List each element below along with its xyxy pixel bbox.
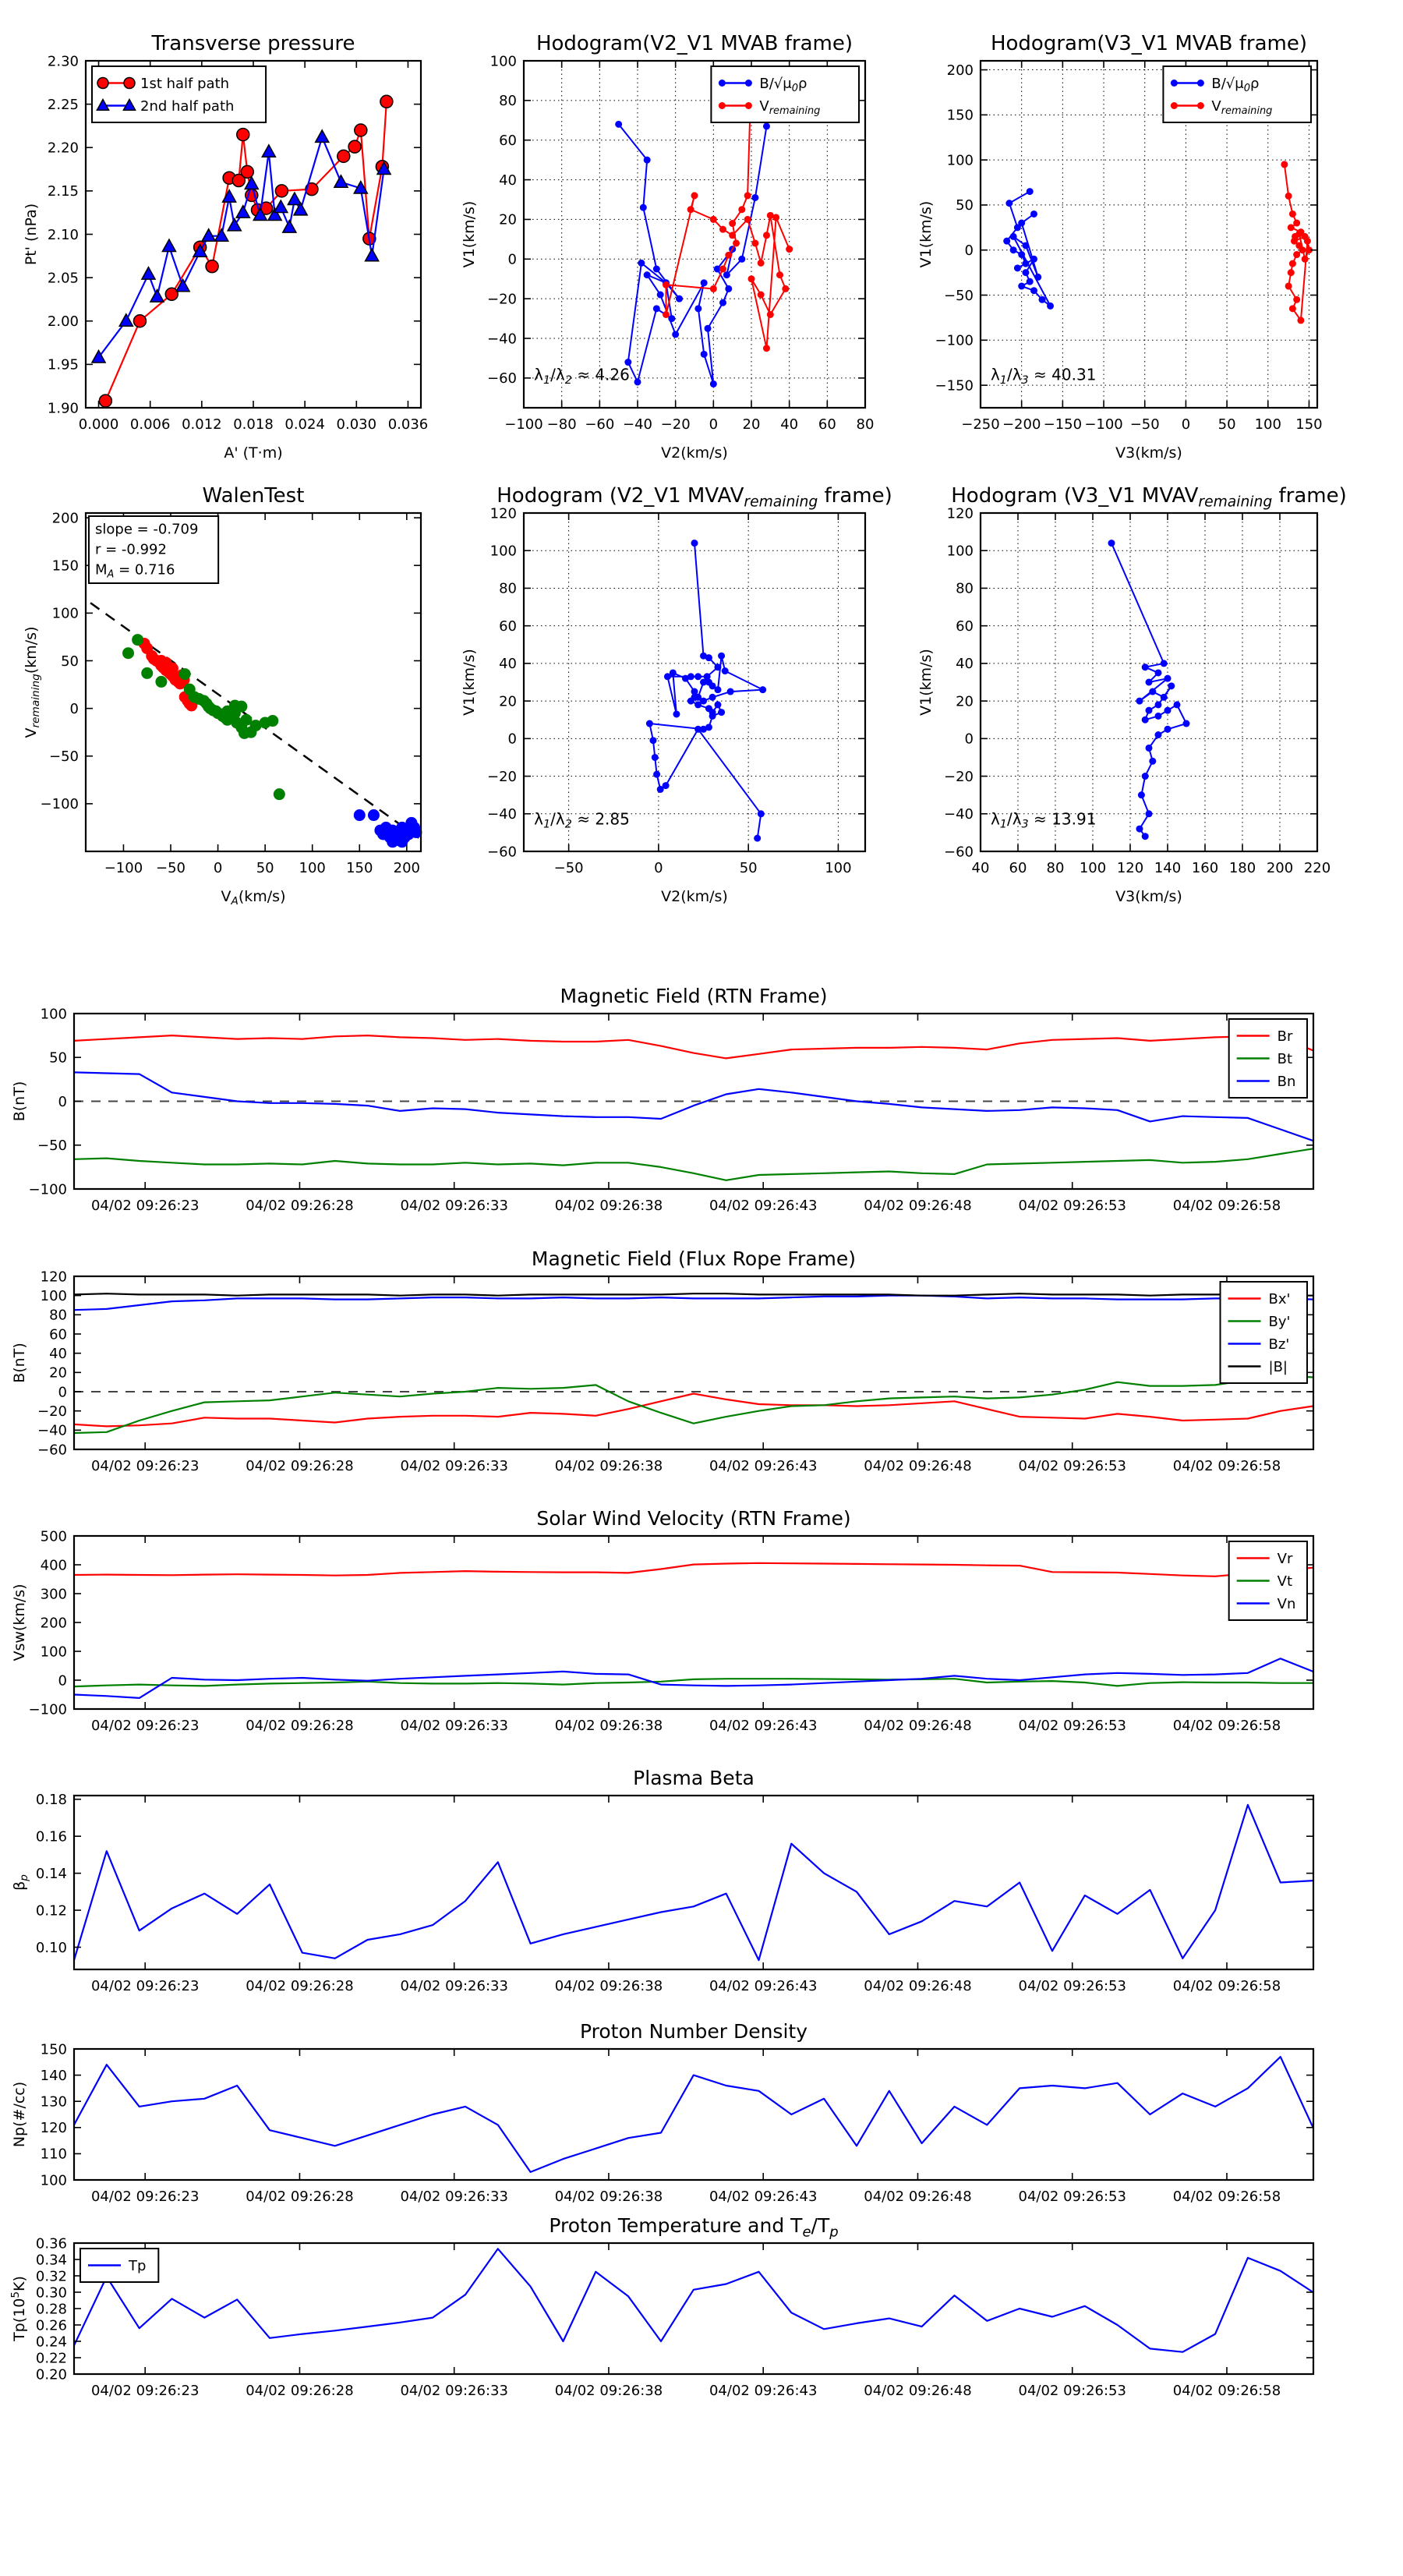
svg-text:80: 80 — [49, 1307, 67, 1324]
magnetic-field-flux-rope-title: Magnetic Field (Flux Rope Frame) — [531, 1247, 857, 1270]
svg-text:80: 80 — [499, 93, 517, 110]
svg-text:20: 20 — [742, 416, 761, 433]
svg-text:−50: −50 — [1129, 416, 1160, 433]
svg-text:300: 300 — [40, 1586, 67, 1603]
svg-text:04/02 09:26:38: 04/02 09:26:38 — [554, 1198, 663, 1214]
svg-text:200: 200 — [946, 62, 974, 79]
svg-text:80: 80 — [499, 580, 517, 597]
hodogram-v3v1-mvab-title: Hodogram(V3_V1 MVAB frame) — [990, 32, 1308, 55]
svg-text:0.12: 0.12 — [35, 1902, 67, 1920]
svg-text:04/02 09:26:38: 04/02 09:26:38 — [554, 1718, 663, 1734]
svg-text:2.10: 2.10 — [47, 226, 79, 243]
svg-text:04/02 09:26:38: 04/02 09:26:38 — [554, 1458, 663, 1474]
solar-wind-velocity-title: Solar Wind Velocity (RTN Frame) — [536, 1507, 851, 1530]
svg-text:Vn: Vn — [1277, 1595, 1296, 1612]
svg-text:150: 150 — [1295, 416, 1323, 433]
svg-text:100: 100 — [40, 2172, 67, 2189]
svg-text:04/02 09:26:48: 04/02 09:26:48 — [864, 2189, 972, 2205]
svg-text:−100: −100 — [504, 416, 543, 433]
svg-text:04/02 09:26:28: 04/02 09:26:28 — [246, 2189, 354, 2205]
svg-text:−80: −80 — [546, 416, 577, 433]
svg-text:04/02 09:26:53: 04/02 09:26:53 — [1018, 1198, 1126, 1214]
svg-text:04/02 09:26:28: 04/02 09:26:28 — [246, 1978, 354, 1994]
svg-text:40: 40 — [971, 860, 990, 876]
svg-text:Bt: Bt — [1277, 1050, 1293, 1067]
svg-text:MA = 0.716: $M_A = 0.716$ — [95, 561, 175, 581]
svg-text:120: 120 — [946, 505, 974, 522]
svg-text:0.32: 0.32 — [35, 2268, 67, 2285]
svg-text:B/√μ0ρ: $B/√\mu_0\rho$ — [759, 75, 808, 94]
svg-text:04/02 09:26:58: 04/02 09:26:58 — [1172, 2189, 1281, 2205]
svg-text:40: 40 — [499, 172, 517, 189]
svg-text:0.16: 0.16 — [35, 1828, 67, 1845]
svg-text:−100: −100 — [1084, 416, 1123, 433]
svg-text:04/02 09:26:33: 04/02 09:26:33 — [400, 1718, 508, 1734]
magnetic-field-rtn-ylabel: B(nT) — [11, 1081, 28, 1122]
hodogram-v3v1-mvab-legend — [1163, 66, 1311, 122]
svg-text:Br: Br — [1277, 1028, 1293, 1045]
svg-text:04/02 09:26:23: 04/02 09:26:23 — [90, 2383, 200, 2399]
svg-text:100: 100 — [1254, 416, 1281, 433]
svg-text:2.30: 2.30 — [47, 53, 79, 70]
svg-text:−100: −100 — [104, 860, 143, 876]
svg-text:200: 200 — [51, 510, 79, 527]
svg-text:40: 40 — [780, 416, 799, 433]
svg-text:−40: −40 — [487, 331, 517, 348]
svg-text:0: 0 — [58, 1384, 67, 1401]
svg-text:60: 60 — [499, 133, 517, 150]
svg-text:0.030: 0.030 — [336, 416, 377, 433]
svg-text:2.20: 2.20 — [47, 140, 79, 157]
svg-text:120: 120 — [40, 2120, 67, 2137]
transverse-pressure-ylabel: Pt' (nPa) — [23, 203, 40, 266]
svg-text:04/02 09:26:53: 04/02 09:26:53 — [1018, 1458, 1126, 1474]
svg-text:0.006: 0.006 — [129, 416, 171, 433]
svg-text:04/02 09:26:28: 04/02 09:26:28 — [246, 1718, 354, 1734]
svg-text:50: 50 — [256, 860, 274, 876]
walen-test-title: WalenTest — [202, 484, 305, 508]
svg-text:110: 110 — [40, 2146, 67, 2163]
svg-text:20: 20 — [499, 693, 517, 710]
svg-text:500: 500 — [40, 1528, 67, 1545]
hodogram-v2v1-mvab-ylabel: V1(km/s) — [461, 200, 478, 268]
svg-text:20: 20 — [956, 693, 974, 710]
svg-text:04/02 09:26:23: 04/02 09:26:23 — [90, 1978, 200, 1994]
svg-text:0.34: 0.34 — [35, 2252, 67, 2269]
hodogram-v2v1-mvav-annotation: $\lambda_1/\lambda_2 \approx 2.85$ — [534, 809, 630, 831]
svg-text:20: 20 — [499, 211, 517, 228]
svg-text:2nd half path: 2nd half path — [140, 97, 235, 115]
proton-number-density-ylabel: Np(#/cc) — [11, 2081, 28, 2148]
svg-text:2.15: 2.15 — [47, 183, 79, 200]
svg-text:0.36: 0.36 — [35, 2235, 67, 2252]
svg-text:200: 200 — [40, 1615, 67, 1632]
svg-text:−20: −20 — [487, 291, 517, 308]
svg-text:0: 0 — [58, 1672, 67, 1690]
plasma-beta-title: Plasma Beta — [633, 1767, 755, 1789]
svg-text:0.012: 0.012 — [182, 416, 222, 433]
svg-text:60: 60 — [1009, 860, 1027, 876]
svg-text:−20: −20 — [660, 416, 691, 433]
svg-text:04/02 09:26:33: 04/02 09:26:33 — [400, 2383, 508, 2399]
svg-text:200: 200 — [1266, 860, 1294, 876]
svg-text:04/02 09:26:33: 04/02 09:26:33 — [400, 1458, 508, 1474]
svg-text:slope = -0.709: slope = -0.709 — [95, 521, 199, 538]
hodogram-v3v1-mvav-ylabel: V1(km/s) — [917, 649, 935, 716]
svg-text:100: 100 — [40, 1006, 67, 1023]
svg-text:−100: −100 — [935, 332, 974, 349]
svg-text:−150: −150 — [1043, 416, 1083, 433]
svg-text:04/02 09:26:58: 04/02 09:26:58 — [1172, 1458, 1281, 1474]
hodogram-v2v1-mvav-xlabel: V2(km/s) — [661, 888, 728, 905]
svg-text:100: 100 — [40, 1644, 67, 1661]
svg-text:−250: −250 — [961, 416, 1000, 433]
svg-text:04/02 09:26:33: 04/02 09:26:33 — [400, 2189, 508, 2205]
svg-text:04/02 09:26:48: 04/02 09:26:48 — [864, 1198, 972, 1214]
hodogram-v2v1-mvab-xlabel: V2(km/s) — [661, 444, 728, 462]
svg-text:−60: −60 — [944, 844, 974, 861]
svg-text:50: 50 — [61, 653, 79, 670]
transverse-pressure-legend — [92, 66, 266, 122]
svg-text:50: 50 — [739, 860, 758, 876]
svg-text:04/02 09:26:28: 04/02 09:26:28 — [246, 2383, 354, 2399]
svg-text:Vremaining: $V_{remaining}$ — [1211, 97, 1273, 117]
svg-text:0.000: 0.000 — [78, 416, 119, 433]
svg-text:−50: −50 — [49, 748, 79, 766]
svg-text:Bn: Bn — [1277, 1073, 1296, 1090]
hodogram-v3v1-mvab-xlabel: V3(km/s) — [1115, 444, 1182, 462]
svg-text:04/02 09:26:48: 04/02 09:26:48 — [864, 1718, 972, 1734]
svg-text:0.28: 0.28 — [35, 2301, 67, 2318]
hodogram-v2v1-mvab-annotation: $\lambda_1/\lambda_2 \approx 4.26$ — [534, 365, 630, 387]
walen-test-ylabel: $V_{remaining}(km/s)$ — [23, 626, 43, 738]
svg-text:04/02 09:26:23: 04/02 09:26:23 — [90, 2189, 200, 2205]
hodogram-v3v1-mvab-ylabel: V1(km/s) — [917, 200, 935, 268]
svg-text:0: 0 — [507, 731, 517, 748]
svg-text:0.036: 0.036 — [387, 416, 429, 433]
svg-text:0.30: 0.30 — [35, 2284, 67, 2302]
svg-text:100: 100 — [825, 860, 852, 876]
svg-text:−40: −40 — [623, 416, 652, 433]
svg-text:120: 120 — [1116, 860, 1144, 876]
magnetic-field-rtn-legend — [1229, 1019, 1307, 1098]
svg-text:−60: −60 — [585, 416, 615, 433]
hodogram-v2v1-mvav-title: Hodogram (V2_V1 $MVAV_{remaining}$ frame) — [497, 484, 892, 511]
hodogram-v2v1-mvab-title: Hodogram(V2_V1 MVAB frame) — [535, 32, 853, 55]
svg-text:−60: −60 — [487, 844, 517, 861]
svg-text:100: 100 — [299, 860, 326, 876]
svg-text:0: 0 — [709, 416, 719, 433]
proton-temperature-title: Proton Temperature and $T_e/T_p$ — [549, 2214, 839, 2241]
svg-text:150: 150 — [346, 860, 373, 876]
svg-text:2.00: 2.00 — [47, 313, 79, 331]
svg-text:|B|: |B| — [1268, 1358, 1288, 1375]
svg-text:50: 50 — [956, 197, 974, 214]
svg-text:0.10: 0.10 — [35, 1939, 67, 1956]
svg-text:04/02 09:26:43: 04/02 09:26:43 — [709, 1198, 818, 1214]
proton-temperature-legend — [80, 2249, 158, 2282]
svg-text:60: 60 — [818, 416, 836, 433]
svg-text:−100: −100 — [28, 1701, 67, 1718]
svg-text:0.20: 0.20 — [35, 2366, 67, 2383]
svg-text:0: 0 — [964, 731, 974, 748]
svg-text:−150: −150 — [935, 377, 974, 395]
svg-text:−40: −40 — [37, 1422, 67, 1439]
svg-text:0: 0 — [507, 251, 517, 268]
svg-text:Vt: Vt — [1277, 1573, 1293, 1590]
plasma-beta-ylabel: $\beta_p$ — [11, 1874, 31, 1891]
svg-text:0: 0 — [69, 700, 79, 717]
hodogram-v2v1-mvav-ylabel: V1(km/s) — [461, 649, 478, 716]
svg-text:−20: −20 — [37, 1403, 67, 1420]
svg-text:04/02 09:26:38: 04/02 09:26:38 — [554, 1978, 663, 1994]
svg-text:04/02 09:26:58: 04/02 09:26:58 — [1172, 1718, 1281, 1734]
svg-text:−200: −200 — [1002, 416, 1041, 433]
svg-text:−50: −50 — [37, 1138, 67, 1155]
hodogram-v3v1-mvav-xlabel: V3(km/s) — [1115, 888, 1182, 905]
svg-text:100: 100 — [946, 152, 974, 169]
svg-text:0: 0 — [1181, 416, 1191, 433]
svg-text:04/02 09:26:33: 04/02 09:26:33 — [400, 1198, 508, 1214]
svg-text:Bz': Bz' — [1268, 1336, 1290, 1353]
svg-text:04/02 09:26:38: 04/02 09:26:38 — [554, 2383, 663, 2399]
svg-text:B/√μ0ρ: $B/√\mu_0\rho$ — [1211, 75, 1260, 94]
svg-text:1.90: 1.90 — [47, 400, 79, 417]
svg-text:04/02 09:26:43: 04/02 09:26:43 — [709, 2189, 818, 2205]
svg-text:180: 180 — [1228, 860, 1256, 876]
svg-text:04/02 09:26:53: 04/02 09:26:53 — [1018, 1718, 1126, 1734]
svg-text:−100: −100 — [40, 796, 79, 813]
svg-text:100: 100 — [40, 1287, 67, 1304]
svg-text:80: 80 — [956, 580, 974, 597]
svg-text:04/02 09:26:53: 04/02 09:26:53 — [1018, 1978, 1126, 1994]
svg-text:40: 40 — [956, 656, 974, 673]
svg-text:2.25: 2.25 — [47, 96, 79, 113]
svg-text:0.14: 0.14 — [35, 1865, 67, 1882]
hodogram-v3v1-mvab-annotation: $\lambda_1/\lambda_3 \approx 40.31$ — [990, 365, 1097, 387]
svg-text:−50: −50 — [944, 287, 974, 304]
proton-number-density-title: Proton Number Density — [580, 2020, 808, 2043]
svg-text:0: 0 — [58, 1093, 67, 1110]
svg-text:04/02 09:26:43: 04/02 09:26:43 — [709, 1458, 818, 1474]
svg-text:50: 50 — [49, 1049, 67, 1067]
svg-text:150: 150 — [40, 2041, 67, 2058]
svg-text:04/02 09:26:58: 04/02 09:26:58 — [1172, 1978, 1281, 1994]
svg-text:80: 80 — [856, 416, 875, 433]
svg-text:1.95: 1.95 — [47, 356, 79, 373]
svg-text:−100: −100 — [28, 1181, 67, 1198]
magnetic-field-flux-rope-legend — [1221, 1282, 1307, 1383]
svg-text:04/02 09:26:43: 04/02 09:26:43 — [709, 2383, 818, 2399]
svg-text:20: 20 — [49, 1364, 67, 1382]
transverse-pressure-title: Transverse pressure — [151, 32, 355, 55]
svg-text:50: 50 — [1217, 416, 1236, 433]
svg-text:2.05: 2.05 — [47, 270, 79, 287]
svg-text:140: 140 — [40, 2067, 67, 2084]
proton-temperature-ylabel: $Tp(10^5K)$ — [9, 2276, 28, 2341]
svg-text:120: 120 — [40, 1269, 67, 1286]
svg-text:04/02 09:26:48: 04/02 09:26:48 — [864, 2383, 972, 2399]
hodogram-v3v1-mvav-title: Hodogram (V3_V1 $MVAV_{remaining}$ frame) — [951, 484, 1347, 511]
svg-text:04/02 09:26:33: 04/02 09:26:33 — [400, 1978, 508, 1994]
svg-text:0.18: 0.18 — [35, 1792, 67, 1809]
svg-text:By': By' — [1268, 1313, 1291, 1330]
svg-text:Tp: Tp — [129, 2257, 147, 2274]
solar-wind-velocity-ylabel: Vsw(km/s) — [11, 1583, 28, 1661]
svg-text:04/02 09:26:48: 04/02 09:26:48 — [864, 1458, 972, 1474]
transverse-pressure-xlabel: A' (T·m) — [224, 444, 283, 462]
svg-text:220: 220 — [1303, 860, 1331, 876]
svg-text:04/02 09:26:23: 04/02 09:26:23 — [90, 1198, 200, 1214]
svg-text:100: 100 — [489, 543, 517, 560]
svg-text:0: 0 — [213, 860, 223, 876]
svg-text:160: 160 — [1191, 860, 1219, 876]
svg-text:Vr: Vr — [1277, 1550, 1293, 1567]
svg-text:−20: −20 — [487, 768, 517, 785]
svg-text:r = -0.992: r = -0.992 — [95, 541, 167, 558]
svg-text:150: 150 — [51, 557, 79, 575]
svg-text:0.024: 0.024 — [284, 416, 325, 433]
magnetic-field-flux-rope-ylabel: B(nT) — [11, 1343, 28, 1383]
magnetic-field-rtn-title: Magnetic Field (RTN Frame) — [560, 985, 828, 1007]
svg-text:60: 60 — [49, 1326, 67, 1343]
walen-test-xlabel: $V_A(km/s)$ — [221, 888, 286, 908]
svg-text:−50: −50 — [156, 860, 186, 876]
svg-text:140: 140 — [1154, 860, 1182, 876]
hodogram-v2v1-mvab-legend — [711, 66, 859, 122]
svg-text:60: 60 — [956, 617, 974, 635]
svg-text:−20: −20 — [944, 768, 974, 785]
svg-text:200: 200 — [393, 860, 421, 876]
svg-text:Vremaining: $V_{remaining}$ — [759, 97, 821, 117]
svg-text:100: 100 — [946, 543, 974, 560]
svg-text:80: 80 — [1046, 860, 1065, 876]
svg-text:04/02 09:26:23: 04/02 09:26:23 — [90, 1458, 200, 1474]
svg-text:Bx': Bx' — [1268, 1290, 1291, 1307]
svg-text:−50: −50 — [553, 860, 584, 876]
svg-text:04/02 09:26:58: 04/02 09:26:58 — [1172, 2383, 1281, 2399]
svg-text:04/02 09:26:28: 04/02 09:26:28 — [246, 1458, 354, 1474]
svg-text:04/02 09:26:43: 04/02 09:26:43 — [709, 1718, 818, 1734]
svg-text:1st half path: 1st half path — [140, 75, 230, 92]
hodogram-v3v1-mvav-annotation: $\lambda_1/\lambda_3 \approx 13.91$ — [990, 809, 1097, 831]
svg-text:04/02 09:26:23: 04/02 09:26:23 — [90, 1718, 200, 1734]
svg-text:0: 0 — [654, 860, 663, 876]
svg-text:0: 0 — [964, 242, 974, 260]
svg-text:−40: −40 — [944, 806, 974, 823]
svg-text:−60: −60 — [37, 1442, 67, 1459]
svg-text:−40: −40 — [487, 806, 517, 823]
svg-text:0.26: 0.26 — [35, 2317, 67, 2334]
svg-text:60: 60 — [499, 617, 517, 635]
svg-text:130: 130 — [40, 2093, 67, 2111]
svg-text:04/02 09:26:48: 04/02 09:26:48 — [864, 1978, 972, 1994]
svg-text:120: 120 — [489, 505, 517, 522]
svg-text:04/02 09:26:53: 04/02 09:26:53 — [1018, 2189, 1126, 2205]
svg-text:150: 150 — [946, 107, 974, 124]
svg-text:04/02 09:26:28: 04/02 09:26:28 — [246, 1198, 354, 1214]
solar-wind-velocity-legend — [1229, 1541, 1307, 1620]
svg-text:04/02 09:26:43: 04/02 09:26:43 — [709, 1978, 818, 1994]
svg-text:100: 100 — [51, 605, 79, 622]
svg-text:400: 400 — [40, 1557, 67, 1574]
svg-text:40: 40 — [499, 656, 517, 673]
svg-text:04/02 09:26:53: 04/02 09:26:53 — [1018, 2383, 1126, 2399]
svg-text:0.24: 0.24 — [35, 2334, 67, 2351]
svg-text:100: 100 — [489, 53, 517, 70]
svg-text:40: 40 — [49, 1345, 67, 1362]
svg-text:04/02 09:26:58: 04/02 09:26:58 — [1172, 1198, 1281, 1214]
svg-text:04/02 09:26:38: 04/02 09:26:38 — [554, 2189, 663, 2205]
svg-text:0.22: 0.22 — [35, 2350, 67, 2367]
svg-text:−60: −60 — [487, 370, 517, 387]
svg-text:100: 100 — [1079, 860, 1107, 876]
svg-text:0.018: 0.018 — [233, 416, 274, 433]
